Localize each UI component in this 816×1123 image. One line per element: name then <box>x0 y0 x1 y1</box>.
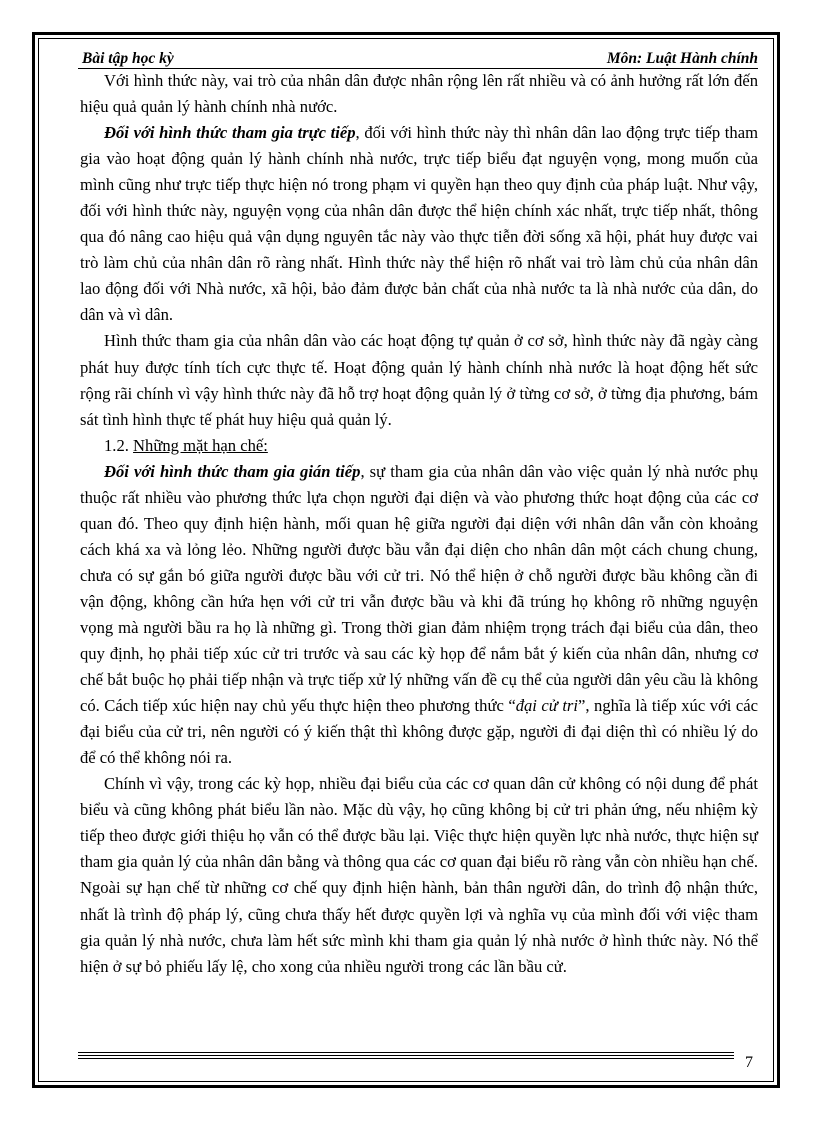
header-course: Bài tập học kỳ <box>82 50 174 67</box>
quoted-term: đại cử tri <box>515 696 579 716</box>
footer-rule <box>78 1052 734 1053</box>
subsection-title: Những mặt hạn chế: <box>133 435 268 455</box>
subsection-heading: 1.2. Những mặt hạn chế: <box>104 435 268 455</box>
footer-rule <box>78 1055 734 1056</box>
page-header <box>80 49 758 69</box>
paragraph-4-lead: Đối với hình thức tham gia gián tiếp <box>104 461 361 481</box>
document-body <box>80 68 758 980</box>
footer-rule <box>78 1058 734 1059</box>
paragraph-5: Chính vì vậy, trong các kỳ họp, nhiều đại biểu của các cơ quan dân cử không có nội dung để phát biểu và cũng không phát biểu lần nào. Mặc dù vậy, họ cũng không bị cử tri phản ứng, nếu nhiệm kỳ tiếp theo được giới thiệu họ vẫn có thể được bầu lại. Việc thực hiện quyền lực nhà nước, thực hiện sự tham gia quản lý của nhân dân bằng và thông qua các cơ quan đại biểu rõ ràng vẫn còn nhiều hạn chế. Ngoài sự hạn chế từ những cơ chế quy định hiện hành, bản thân người dân, do trình độ nhận thức, nhất là trình độ pháp lý, cũng chưa thấy hết được quyền lợi và nghĩa vụ của mình đối với việc tham gia quản lý nhà nước, chưa làm hết sức mình khi tham gia quản lý nhà nước ở hình thức này. Nó thể hiện ở sự bỏ phiếu lấy lệ, cho xong của nhiều người trong các lần bầu cử. <box>80 774 758 976</box>
paragraph-2: Đối với hình thức tham gia trực tiếp, đối với hình thức này thì nhân dân lao động trực tiếp tham gia vào hoạt động quản lý hành chính nhà nước, trực tiếp biểu đạt nguyện vọng, mong muốn của mình cũng như trực tiếp thực hiện nó trong phạm vi quyền hạn theo quy định của pháp luật. Như vậy, đối với hình thức này, nguyện vọng của nhân dân được thể hiện chính xác nhất, trực tiếp nhất, thông qua đó nâng cao hiệu quả vận dụng nguyên tắc này vào thực tiễn đời sống xã hội, phát huy được vai trò làm chủ của nhân dân rõ ràng nhất. Hình thức này thể hiện rõ nhất vai trò làm chủ của nhân dân lao động đối với Nhà nước, xã hội, bảo đảm được bản chất của nhà nước ta là nhà nước của dân, do dân và vì dân. <box>80 123 758 325</box>
paragraph-4: Đối với hình thức tham gia gián tiếp, sự tham gia của nhân dân vào việc quản lý nhà nước phụ thuộc rất nhiều vào phương thức lựa chọn người đại diện và vào phương thức hoạt động của các cơ quan đó. Theo quy định hiện hành, mối quan hệ giữa người đại diện với nhân dân vẫn còn khoảng cách khá xa và lỏng lẻo. Những người được bầu vẫn đại diện cho nhân dân một cách chung chung, chưa có sự gắn bó giữa người được bầu với cử tri. Nó thể hiện ở chỗ người được bầu không cần đi vận động, không cần hứa hẹn với cử tri vẫn được bầu và khi đã trúng họ không rõ những nguyện vọng mà người bầu ra họ là những gì. Trong thời gian đảm nhiệm trọng trách đại biểu của dân, theo quy định, họ phải tiếp xúc cử tri trước và sau các kỳ họp để nắm bắt ý kiến của nhân dân, nhưng cơ chế bắt buộc họ phải tiếp nhận và trực tiếp xử lý những vấn đề cụ thể của người dân yêu cầu là không có. Cách tiếp xúc hiện nay chủ yếu thực hiện theo phương thức “đại cử tri”, nghĩa là tiếp xúc với các đại biểu của cử tri, nên người có ý kiến thật thì không được gặp, người đi đại diện thì có nhiều lý do để có thể không nói ra. <box>80 461 758 768</box>
page-number: 7 <box>745 1054 753 1071</box>
paragraph-1: Với hình thức này, vai trò của nhân dân được nhân rộng lên rất nhiều và có ảnh hưởng rất lớn đến hiệu quả quản lý hành chính nhà nước. <box>80 71 758 117</box>
paragraph-2-lead: Đối với hình thức tham gia trực tiếp <box>104 123 356 143</box>
header-subject: Môn: Luật Hành chính <box>606 50 758 67</box>
paragraph-3: Hình thức tham gia của nhân dân vào các hoạt động tự quản ở cơ sở, hình thức này đã ngày càng phát huy được tính tích cực thực tế. Hoạt động quản lý hành chính nhà nước là hoạt động hết sức rộng rãi chính vì vậy hình thức này đã hỗ trợ hoạt động quản lý ở từng cơ sở, ở từng địa phương, bám sát tình hình thực tế phát huy hiệu quả quản lý. <box>80 331 758 429</box>
